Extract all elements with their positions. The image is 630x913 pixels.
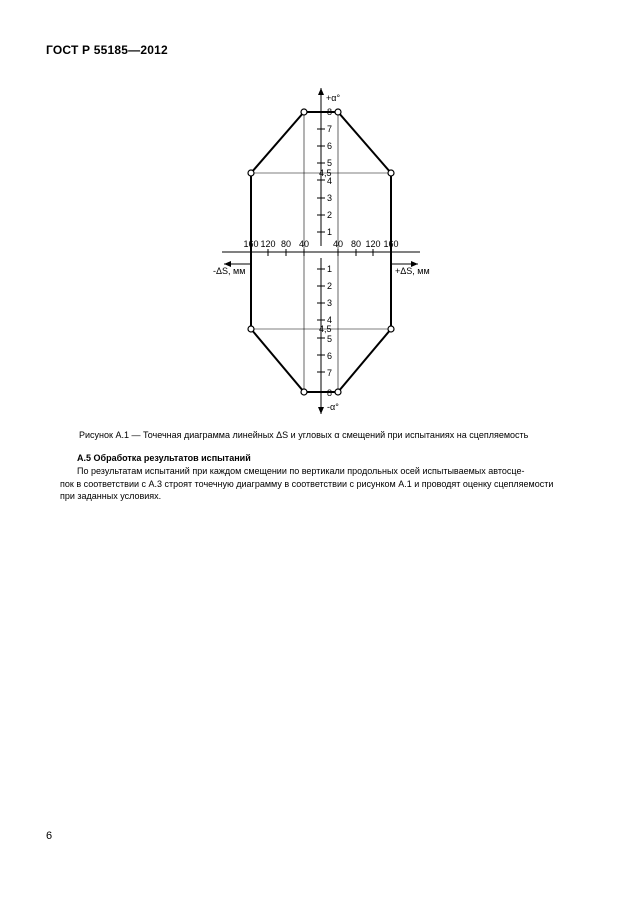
- alpha-tick-label: 1: [327, 227, 333, 237]
- alpha-tick-label: 4,5: [319, 168, 332, 178]
- alpha-tick-label: 5: [327, 158, 333, 168]
- vertex-marker: [248, 326, 254, 332]
- alpha-tick-label: 6: [327, 141, 333, 151]
- alpha-tick-label: 3: [327, 193, 333, 203]
- section-heading: А.5 Обработка результатов испытаний: [77, 453, 251, 463]
- ds-tick-label: 80: [280, 239, 292, 249]
- ds-tick-label: 40: [298, 239, 310, 249]
- alpha-tick-label: 4,5: [319, 324, 332, 334]
- alpha-tick-label: 7: [327, 368, 333, 378]
- vertex-marker: [388, 326, 394, 332]
- paragraph-line: пок в соответствии с А.3 строят точечную диаграмму в соответствии с рисунком А.1 и проводят оценку сцепляемости: [60, 478, 554, 489]
- vertex-marker: [388, 170, 394, 176]
- alpha-tick-label: 2: [327, 210, 333, 220]
- alpha-tick-label: 6: [327, 351, 333, 361]
- alpha-tick-label: 4: [327, 315, 333, 325]
- page-number: 6: [46, 830, 53, 842]
- ds-negative-label: -ΔS, мм: [213, 266, 246, 276]
- alpha-tick-label: 8: [327, 107, 333, 117]
- ds-tick-label: 120: [365, 239, 381, 249]
- alpha-tick-label: 5: [327, 334, 333, 344]
- alpha-tick-label: 8: [327, 388, 333, 398]
- figure-caption: Рисунок А.1 — Точечная диаграмма линейных ΔS и угловых α смещений при испытаниях на сцепляемость: [79, 430, 529, 440]
- ds-tick-label: 160: [383, 239, 399, 249]
- vertex-marker: [301, 389, 307, 395]
- alpha-positive-label: +α°: [326, 93, 341, 103]
- alpha-negative-label: -α°: [327, 402, 339, 412]
- ds-tick-label: 160: [243, 239, 259, 249]
- alpha-tick-label: 1: [327, 264, 333, 274]
- paragraph-line: По результатам испытаний при каждом смещении по вертикали продольных осей испытываемых автосце-: [77, 466, 525, 476]
- document-header: ГОСТ Р 55185—2012: [46, 43, 168, 57]
- ds-tick-label: 40: [332, 239, 344, 249]
- alpha-tick-label: 3: [327, 298, 333, 308]
- ds-tick-label: 120: [260, 239, 276, 249]
- section-body: [60, 465, 590, 503]
- vertex-marker: [335, 109, 341, 115]
- alpha-tick-label: 7: [327, 124, 333, 134]
- vertex-marker: [301, 109, 307, 115]
- alpha-tick-label: 4: [327, 176, 333, 186]
- alpha-tick-label: 2: [327, 281, 333, 291]
- ds-positive-label: +ΔS, мм: [395, 266, 430, 276]
- ds-tick-label: 80: [350, 239, 362, 249]
- vertex-marker: [248, 170, 254, 176]
- vertex-marker: [335, 389, 341, 395]
- paragraph-line: при заданных условиях.: [60, 491, 162, 501]
